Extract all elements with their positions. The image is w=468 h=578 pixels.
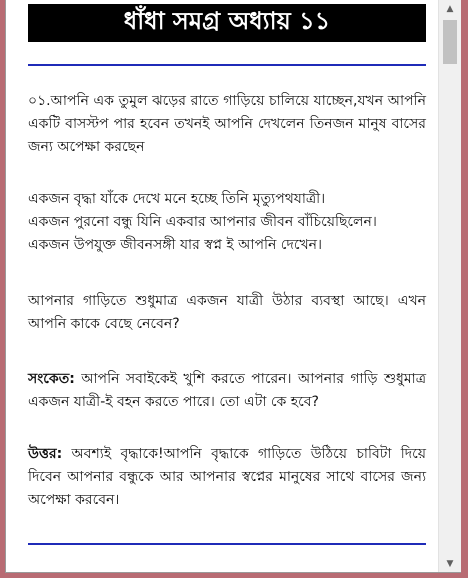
page-title (28, 4, 426, 42)
bottom-divider (28, 543, 426, 545)
hint-paragraph (28, 368, 426, 414)
arrow-up-icon[interactable]: ▲ (446, 3, 454, 14)
puzzle-question: ০১.আপনি এক তুমুল ঝড়ের রাতে গাড়িয়ে চালিয়ে যাচ্ছেন,যখন আপনি একটি বাসস্টপ পার হবেন তখনই আপনি দেখলেন তিনজন মানুষ বাসের জন্য অপেক্ষা করছেন (28, 93, 426, 155)
puzzle-dilemma: আপনার গাড়িতে শুধুমাত্র একজন যাত্রী উঠার ব্যবস্থা আছে। এখন আপনি কাকে বেছে নেবেন? (28, 293, 426, 332)
scrollbar-thumb[interactable] (443, 20, 457, 64)
answer-text: অবশ্যই বৃদ্ধাকে!আপনি বৃদ্ধাকে গাড়িতে উঠিয়ে চাবিটা দিয়ে দিবেন আপনার বন্ধুকে আর আপনার স্বপ্নের মানুষের সাথে বাসের জন্য অপেক্ষা করবেন। (28, 446, 426, 508)
page-title-text: ধাঁধা সমগ্র অধ্যায় ১১ (123, 7, 331, 35)
answer-paragraph (28, 443, 426, 512)
person-life-partner: একজন উপযুক্ত জীবনসঙ্গী যার স্বপ্ন ই আপনি দেখেন। (28, 237, 323, 253)
hint-text: আপনি সবাইকেই খুশি করতে পারেন। আপনার গাড়ি শুধুমাত্র একজন যাত্রী-ই বহন করতে পারে। তো এটা কে হবে? (28, 371, 426, 410)
arrow-down-icon[interactable]: ▼ (446, 558, 454, 569)
reader-window (5, 0, 461, 573)
person-old-friend: একজন পুরনো বন্ধু যিনি একবার আপনার জীবন বাঁচিয়েছিলেন। (28, 214, 377, 230)
person-elderly: একজন বৃদ্ধা যাঁকে দেখে মনে হচ্ছে তিনি মৃত্যুপথযাত্রী। (28, 191, 326, 207)
page-content (6, 0, 439, 572)
hint-label: সংকেত: (28, 371, 75, 387)
top-divider (28, 64, 426, 66)
vertical-scrollbar[interactable] (438, 0, 461, 572)
answer-label: উত্তর: (28, 446, 63, 462)
people-list (28, 188, 426, 257)
